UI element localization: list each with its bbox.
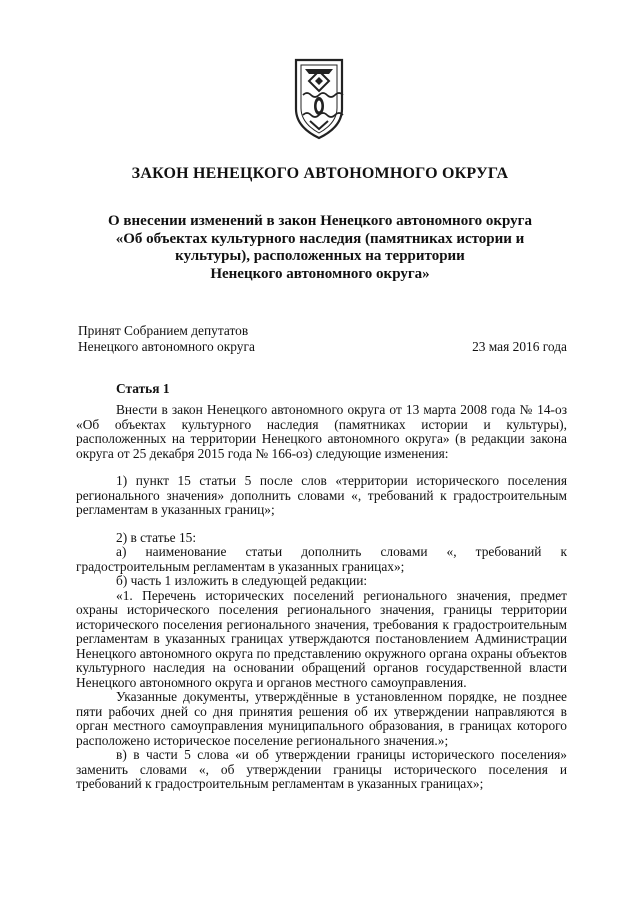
law-subject-line: «Об объектах культурного наследия (памятниках истории и [115, 230, 525, 247]
article-heading: Статья 1 [116, 381, 170, 396]
paragraph: «1. Перечень исторических поселений регионального значения, предмет охраны исторического поселения регионального значения, границы территории исторического поселения регионального значения, требования к градостроительным регламентам в указанных границах утверждаются постановлением Администрации Ненецкого автономного округа по представлению окружного органа охраны объектов культурного наследия на основании обращений органов государственной власти Ненецкого автономного округа и органов местного самоуправления. [76, 587, 567, 690]
paragraph: 1) пункт 15 статьи 5 после слов «территории исторического поселения регионального значения» дополнить словами «, требований к градостроительным регламентам в указанных границ»; [76, 473, 567, 517]
law-title: ЗАКОН НЕНЕЦКОГО АВТОНОМНОГО ОКРУГА [131, 165, 509, 182]
law-subject [90, 213, 550, 283]
law-subject-line: культуры), расположенных на территории [175, 248, 465, 264]
adoption-date: 23 мая 2016 года [472, 339, 567, 354]
adoption-line: Принят Собранием депутатов [78, 323, 249, 338]
nenets-okrug-coat-of-arms-icon [293, 57, 345, 141]
adoption-line: Ненецкого автономного округа [78, 339, 255, 354]
paragraph: б) часть 1 изложить в следующей редакции: [116, 573, 368, 588]
paragraph: Внести в закон Ненецкого автономного округа от 13 марта 2008 года № 14-оз «Об объектах культурного наследия (памятниках истории и культуры), расположенных на территории Ненецкого автономного округа» (в редакции закона округа от 25 декабря 2015 года № 166-оз) следующие изменения: [76, 402, 567, 461]
paragraph: а) наименование статьи дополнить словами «, требований к градостроительным регламентам в указанных границах»; [76, 544, 567, 574]
adoption-body [78, 323, 255, 355]
paragraph: 2) в статье 15: [116, 529, 197, 545]
paragraph: в) в части 5 слова «и об утверждении границы исторического поселения» заменить словами «, об утверждении границы исторического поселения и требований к градостроительным регламентам в указанных границах»; [76, 747, 567, 791]
law-subject-line: О внесении изменений в закон Ненецкого автономного округа [107, 213, 532, 229]
law-subject-line: Ненецкого автономного округа» [210, 265, 430, 282]
article-body [76, 403, 567, 792]
paragraph: Указанные документы, утверждённые в установленном порядке, не позднее пяти рабочих дней со дня принятия решения об их утверждении направляются в орган местного самоуправления муниципального образования, в границах которого расположено историческое поселение регионального значения.»; [76, 689, 567, 748]
